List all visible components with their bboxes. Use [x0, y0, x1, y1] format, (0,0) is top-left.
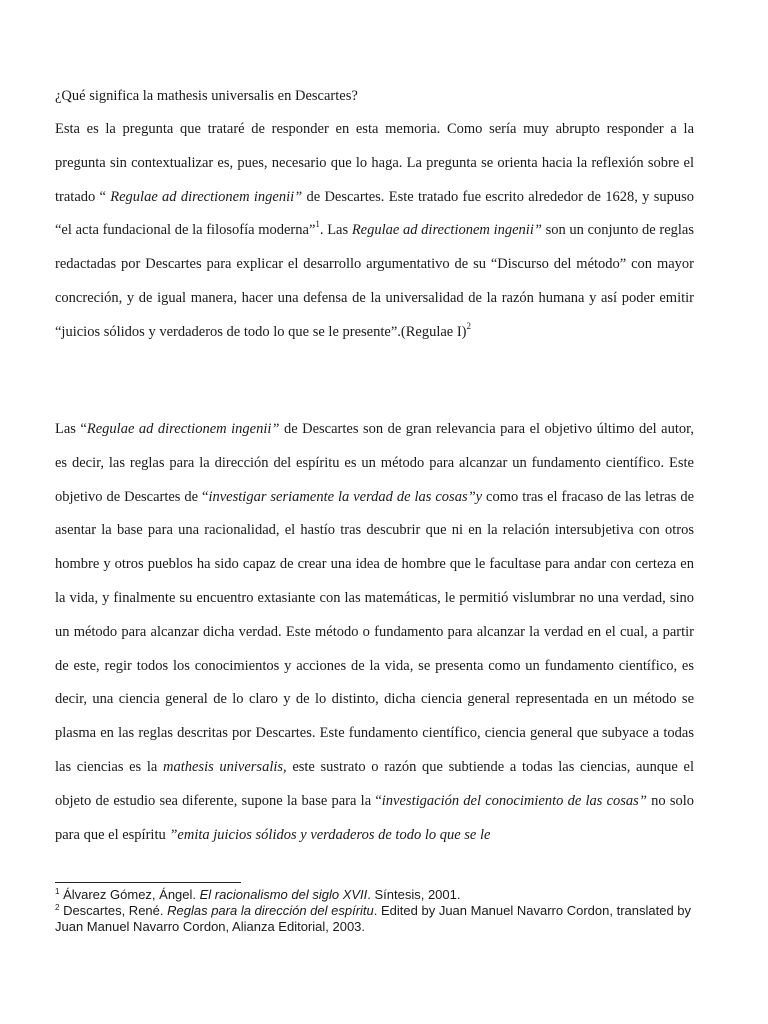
p1-text-3: . Las: [319, 222, 352, 239]
footnote-separator: [55, 882, 241, 883]
p2-italic-4: investigación del conocimiento de las cosas”: [381, 792, 647, 809]
p1-text-1: Esta es la pregunta que trataré de responder en esta memoria. Como sería muy abrupto responder a la pregunta sin contextualizar es, pues, necesario que lo haga. La pregunta se orienta hacia la reflexión sobre el tratado “: [55, 121, 694, 205]
document-title: ¿Qué significa la mathesis universalis en Descartes?: [55, 88, 358, 104]
p1-text-2: de Descartes. Este tratado fue escrito alrededor de 1628, y supuso “el acta fundacional de la filosofía moderna”: [55, 188, 694, 239]
footnote-1-post: . Síntesis, 2001.: [367, 887, 461, 902]
p2-text-1: Las “: [55, 421, 87, 437]
footnote-1: [55, 887, 715, 903]
footnotes: [55, 887, 715, 935]
footnote-1-mark: 1: [55, 887, 60, 896]
p2-italic-1: Regulae ad directionem ingenii”: [86, 421, 280, 437]
paragraph-1: [55, 113, 694, 350]
footnote-ref-2[interactable]: 2: [466, 320, 472, 331]
footnote-1-italic: El racionalismo del siglo XVII: [199, 887, 368, 902]
footnote-2-mark: 2: [55, 903, 60, 912]
footnote-1-pre: Álvarez Gómez, Ángel.: [59, 887, 200, 902]
p2-text-5: no solo para que el espíritu: [55, 792, 694, 843]
footnote-ref-1[interactable]: 1: [315, 219, 320, 230]
p2-italic-3: mathesis universalis,: [162, 758, 287, 775]
footnote-2-italic: Reglas para la dirección del espíritu: [167, 903, 374, 918]
p2-italic-2: investigar seriamente la verdad de las cosas”y: [208, 488, 483, 505]
footnote-2-pre: Descartes, René.: [59, 903, 168, 918]
p2-italic-5: ”emita juicios sólidos y verdaderos de todo lo que se le: [169, 826, 491, 843]
paragraph-2: [55, 413, 694, 882]
p1-italic-1: Regulae ad directionem ingenii”: [110, 188, 303, 205]
footnote-2-post: . Edited by Juan Manuel Navarro Cordon, translated by Juan Manuel Navarro Cordon, Alianza Editorial, 2003.: [55, 903, 692, 934]
p2-text-2: de Descartes son de gran relevancia para el objetivo último del autor, es decir, las reglas para la dirección del espíritu es un método para alcanzar un fundamento científico. Este objetivo de Descartes de “: [55, 421, 694, 505]
p1-italic-2: Regulae ad directionem ingenii”: [351, 222, 542, 239]
p2-text-3: como tras el fracaso de las letras de asentar la base para una racionalidad, el hastío tras descubrir que ni en la relación intersubjetiva con otros hombre y otros pueblos ha sido capaz de crear una idea de hombre que le facultase para andar con certeza en la vida, y finalmente su encuentro extasiante con las matemáticas, le permitió vislumbrar no una verdad, sino un método para alcanzar dicha verdad. Este método o fundamento para alcanzar la verdad en el cual, a partir de este, regir todos los conocimientos y acciones de la vida, se presenta como un fundamento científico, es decir, una ciencia general de lo claro y de lo distinto, dicha ciencia general representada en un método se plasma en las reglas descritas por Descartes. Este fundamento científico, ciencia general que subyace a todas las ciencias es la: [55, 488, 694, 775]
p2-text-4: este sustrato o razón que subtiende a todas las ciencias, aunque el objeto de estudio sea diferente, supone la base para la “: [55, 758, 694, 809]
footnote-2: [55, 903, 715, 935]
p1-text-4: son un conjunto de reglas redactadas por Descartes para explicar el desarrollo argumentativo de su “Discurso del método” con mayor concreción, y de igual manera, hacer una defensa de la universalidad de la razón humana y así poder emitir “juicios sólidos y verdaderos de todo lo que se le presente”.(Regulae I): [55, 222, 695, 340]
